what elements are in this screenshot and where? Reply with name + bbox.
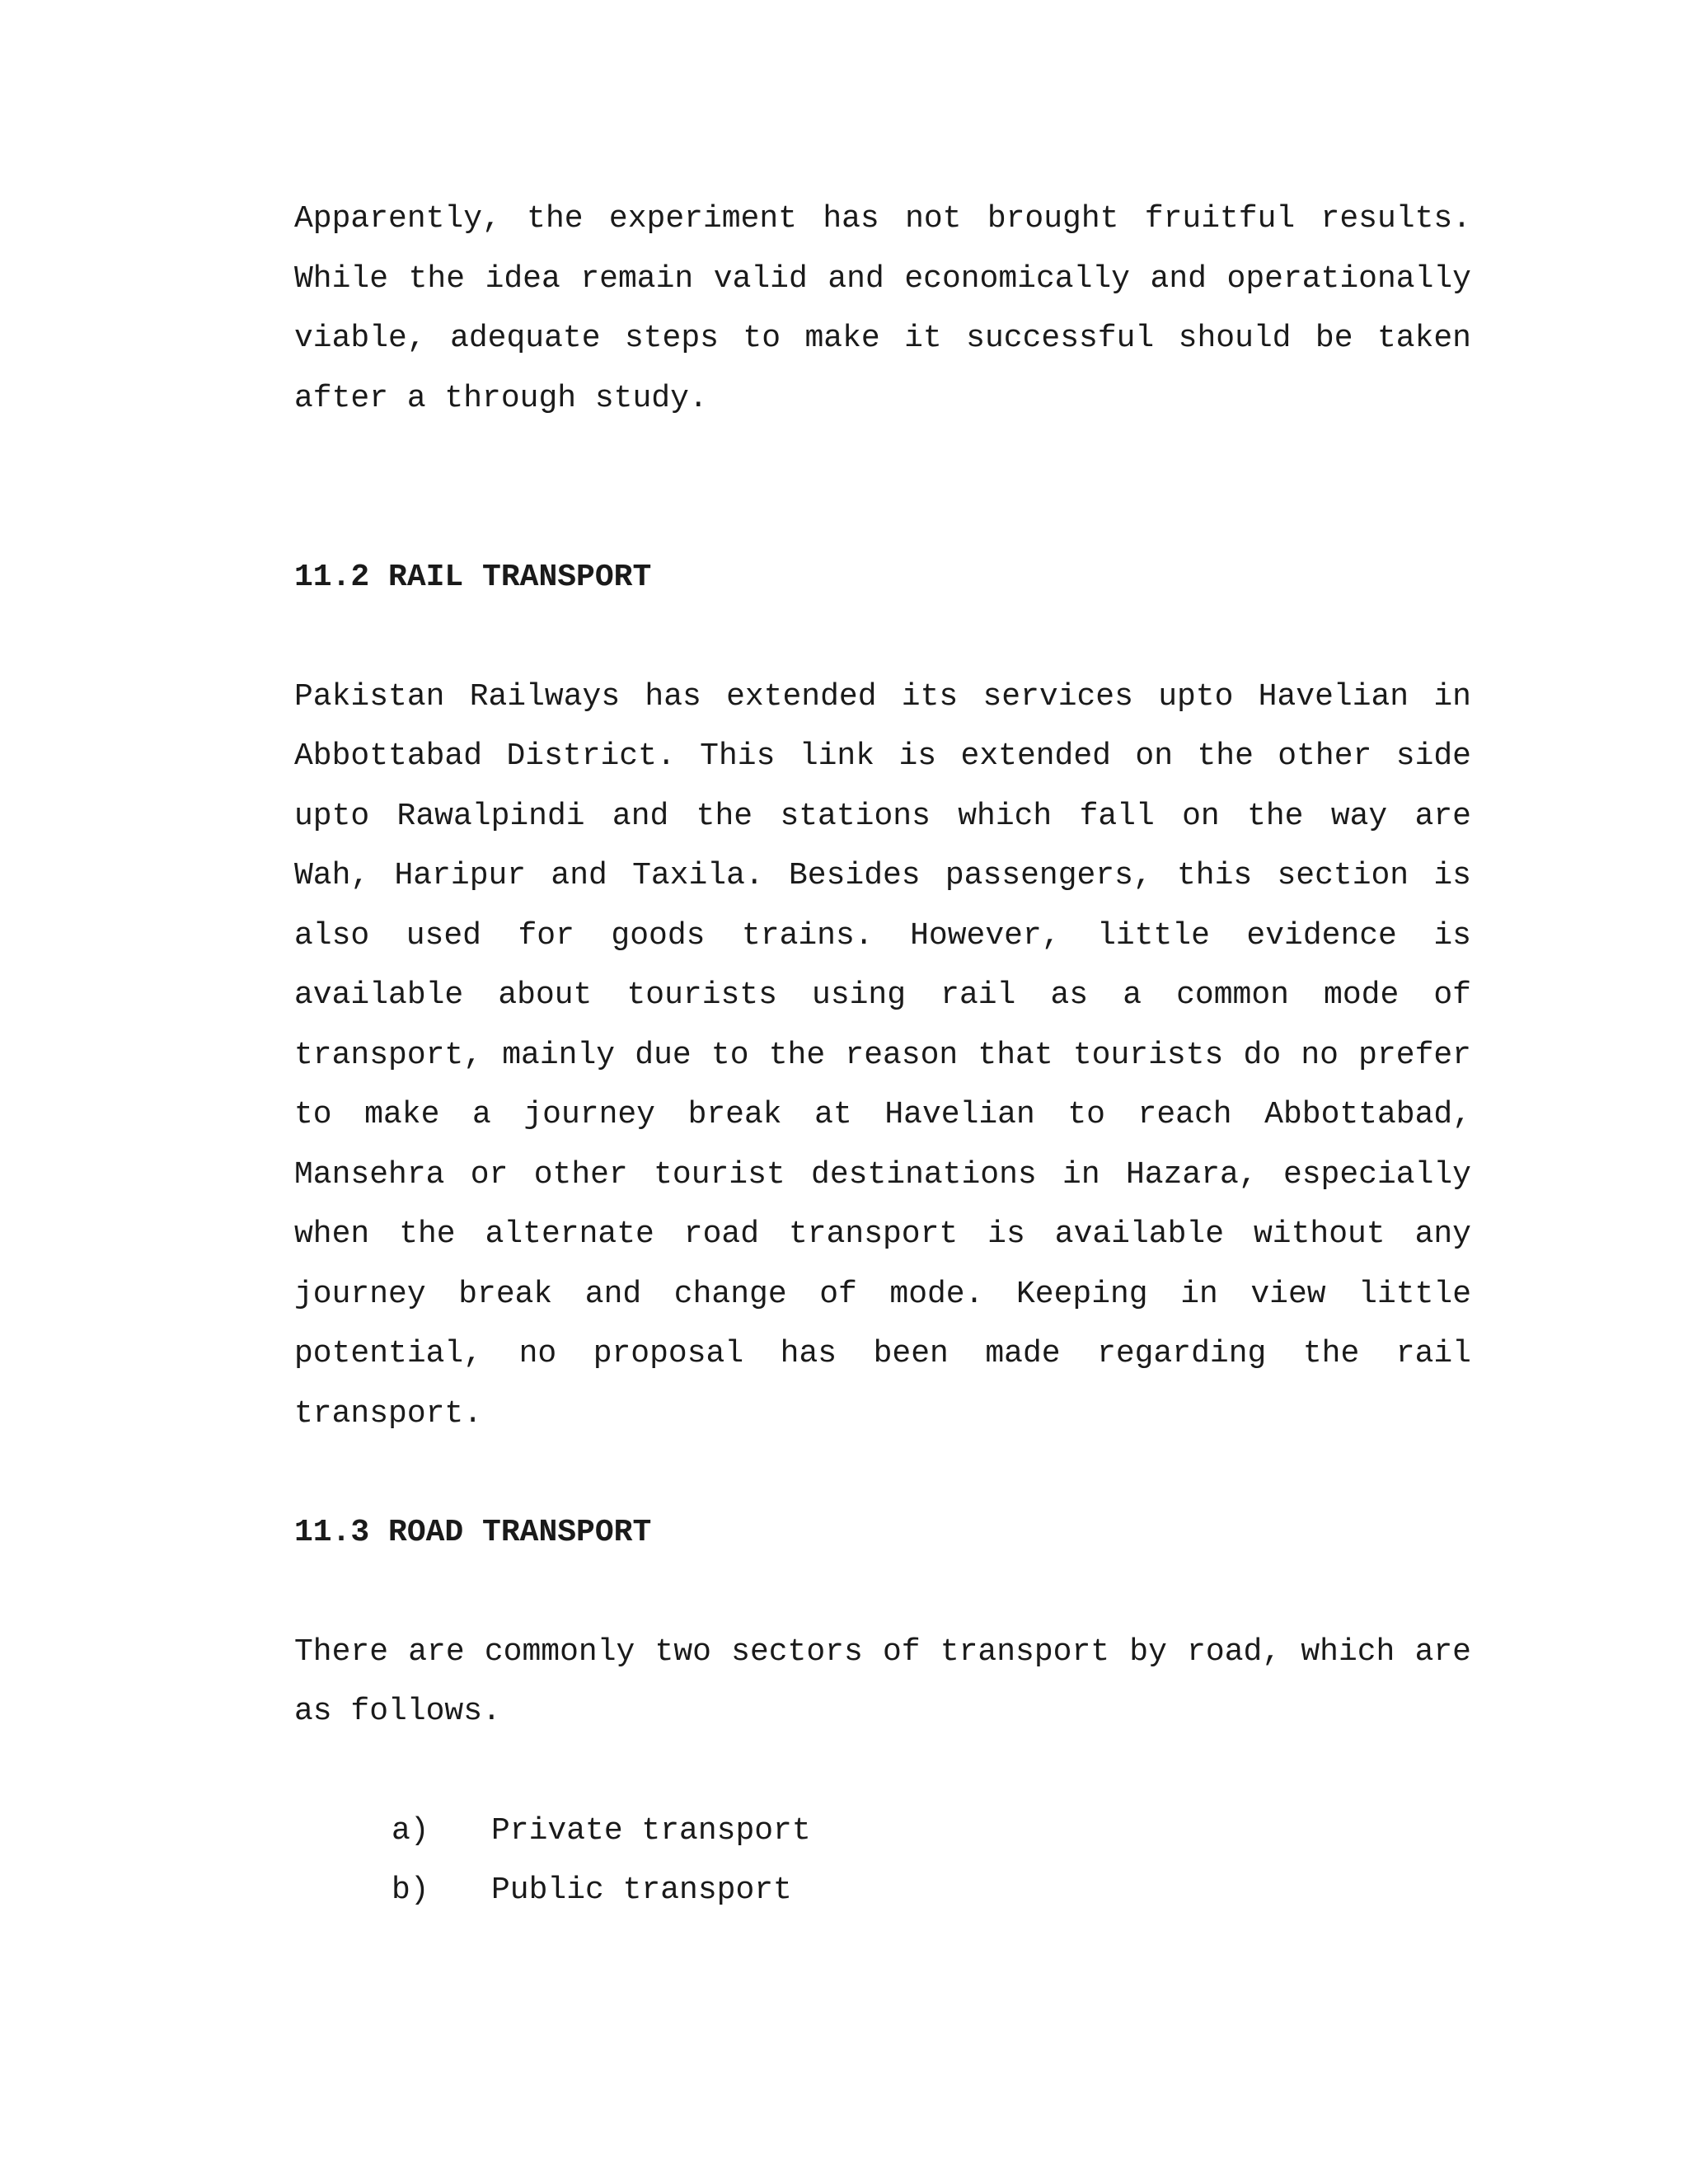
rail-transport-paragraph: Pakistan Railways has extended its services upto Havelian in Abbottabad District. This link is extended on the other side upto Rawalpindi and the stations which fall on the way are Wah, Haripur and Taxila. Besides passengers, this section is also used for goods trains. However, little evidence is available about tourists using rail as a common mode of transport, mainly due to the reason that tourists do no prefer to make a journey break at Havelian to reach Abbottabad, Mansehra or other tourist destinations in Hazara, especially when the alternate road transport is available without any journey break and change of mode. Keeping in view little potential, no proposal has been made regarding the rail transport.	[294, 678, 1471, 1432]
road-transport-heading: 11.3 ROAD TRANSPORT	[294, 1515, 652, 1550]
list-marker: a)	[392, 1812, 429, 1849]
list-item	[294, 1861, 1471, 1921]
document-page	[294, 190, 1471, 1921]
list-item-label: Public transport	[491, 1872, 792, 1908]
list-marker: b)	[392, 1872, 429, 1908]
list-item	[294, 1802, 1471, 1862]
list-item-label: Private transport	[491, 1812, 811, 1849]
road-transport-paragraph: There are commonly two sectors of transport by road, which are as follows.	[294, 1633, 1471, 1729]
rail-transport-heading: 11.2 RAIL TRANSPORT	[294, 560, 652, 595]
intro-paragraph: Apparently, the experiment has not brought fruitful results. While the idea remain valid and economically and operationally viable, adequate steps to make it successful should be taken after a through study.	[294, 201, 1471, 416]
road-sectors-list	[294, 1802, 1471, 1921]
